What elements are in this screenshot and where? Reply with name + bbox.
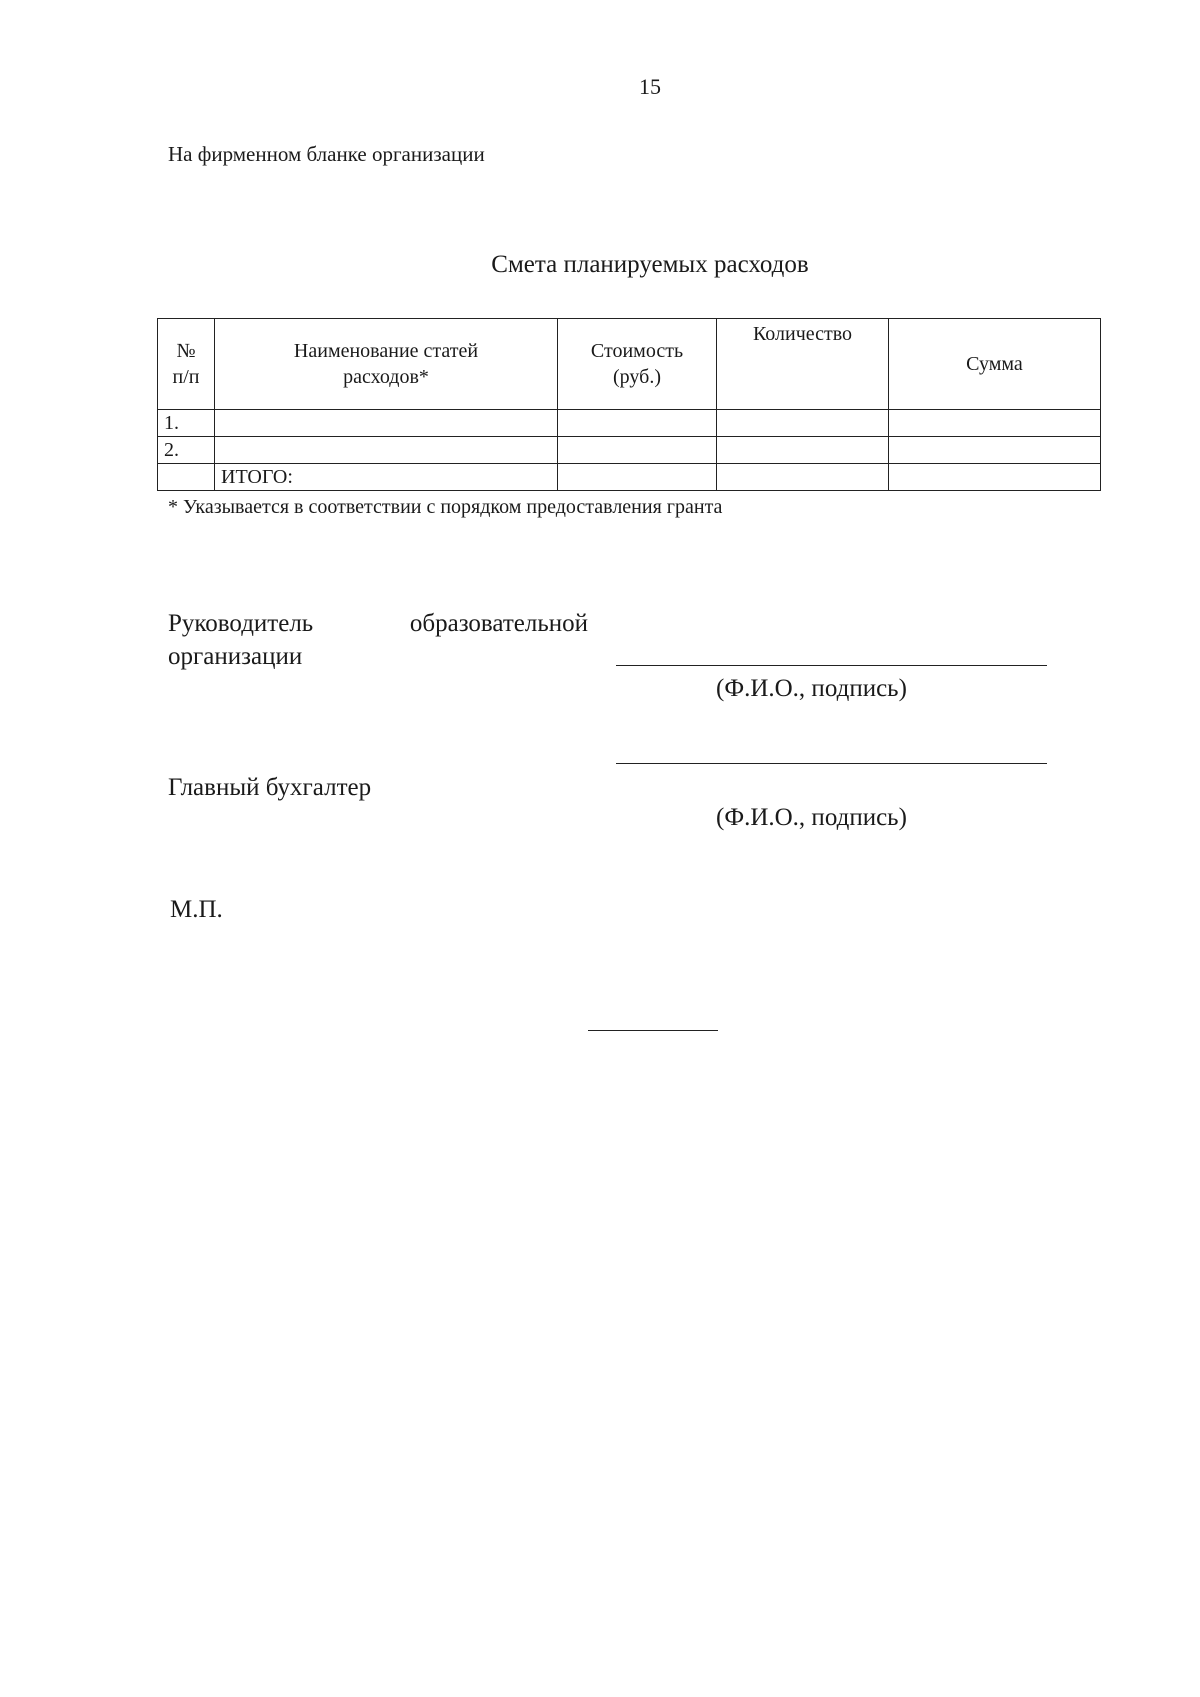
head-label-word2: образовательной [409,610,588,637]
header-cost [558,319,717,410]
header-quantity: Количество [717,319,889,410]
cell-number [158,464,215,491]
cell-total-label: ИТОГО: [215,464,558,491]
cell-number: 1. [158,410,215,437]
cell-quantity [717,437,889,464]
stamp-place-label: М.П. [170,896,223,923]
page-number: 15 [639,74,661,99]
cell-quantity [717,410,889,437]
table-total-row [158,464,1101,491]
cell-item-name [215,410,558,437]
cell-cost [558,437,717,464]
cell-number: 2. [158,437,215,464]
table-row [158,410,1101,437]
cell-item-name [215,437,558,464]
header-number [158,319,215,410]
cell-sum [889,464,1101,491]
cell-cost [558,464,717,491]
head-signature-line [616,665,1047,666]
table-header-row [158,319,1101,410]
document-title: Смета планируемых расходов [491,251,809,278]
cell-sum [889,410,1101,437]
cell-quantity [717,464,889,491]
end-of-document-line [588,1030,718,1031]
expense-table-container [157,318,1100,491]
header-number-line2: п/п [172,366,200,388]
cell-cost [558,410,717,437]
letterhead-note: На фирменном бланке организации [168,142,485,166]
header-number-line1: № [176,340,196,362]
footnote: * Указывается в соответствии с порядком предоставления гранта [168,496,723,518]
header-cost-line1: Стоимость [590,340,684,362]
expense-table [157,318,1101,491]
head-label-word1: Руководитель [168,610,314,637]
accountant-signature-line [616,763,1047,764]
header-sum: Сумма [889,319,1101,410]
table-row [158,437,1101,464]
head-signature-caption: (Ф.И.О., подпись) [716,675,907,702]
accountant-label: Главный бухгалтер [168,774,372,801]
header-item-name-line2: расходов* [343,366,429,388]
head-signature-label-line2: организации [168,643,303,670]
header-item-name-line1: Наименование статей [293,340,479,362]
header-cost-line2: (руб.) [613,366,661,388]
header-item-name [215,319,558,410]
accountant-signature-caption: (Ф.И.О., подпись) [716,804,907,831]
cell-sum [889,437,1101,464]
head-signature-label-line1 [168,607,588,640]
